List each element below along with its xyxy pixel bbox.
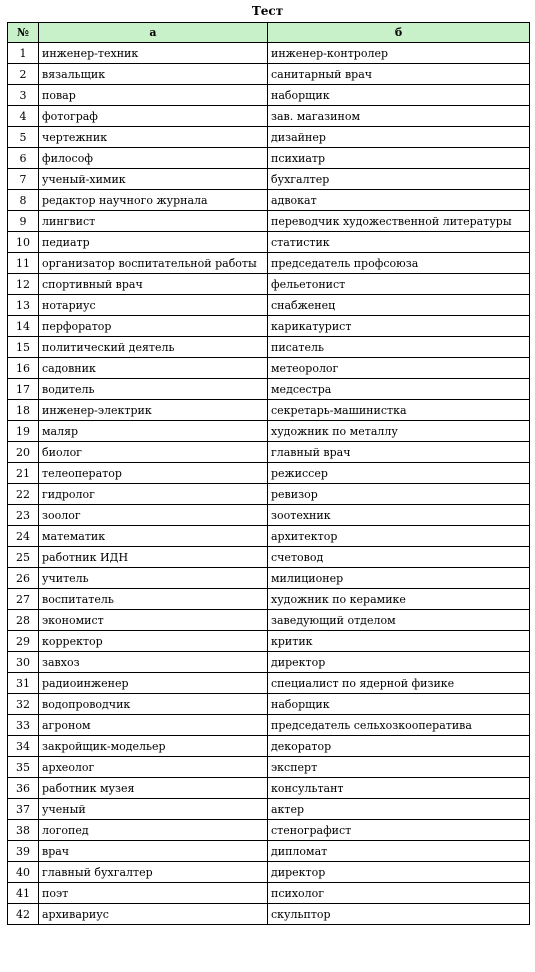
cell-a: главный бухгалтер: [39, 862, 268, 883]
cell-a: маляр: [39, 421, 268, 442]
row-number: 37: [8, 799, 39, 820]
cell-a: телеоператор: [39, 463, 268, 484]
cell-b: актер: [268, 799, 530, 820]
table-row: [8, 379, 530, 400]
header-a: а: [39, 23, 268, 43]
cell-b: фельетонист: [268, 274, 530, 295]
cell-b: художник по металлу: [268, 421, 530, 442]
cell-a: архивариус: [39, 904, 268, 925]
table-row: [8, 358, 530, 379]
cell-a: агроном: [39, 715, 268, 736]
cell-a: завхоз: [39, 652, 268, 673]
row-number: 15: [8, 337, 39, 358]
table-row: [8, 253, 530, 274]
table-row: [8, 631, 530, 652]
row-number: 20: [8, 442, 39, 463]
cell-b: наборщик: [268, 694, 530, 715]
table-row: [8, 652, 530, 673]
cell-a: зоолог: [39, 505, 268, 526]
row-number: 6: [8, 148, 39, 169]
row-number: 11: [8, 253, 39, 274]
cell-b: стенографист: [268, 820, 530, 841]
cell-b: дипломат: [268, 841, 530, 862]
table-row: [8, 211, 530, 232]
table-row: [8, 85, 530, 106]
row-number: 34: [8, 736, 39, 757]
row-number: 5: [8, 127, 39, 148]
row-number: 27: [8, 589, 39, 610]
cell-b: главный врач: [268, 442, 530, 463]
table-row: [8, 715, 530, 736]
cell-a: чертежник: [39, 127, 268, 148]
row-number: 7: [8, 169, 39, 190]
row-number: 2: [8, 64, 39, 85]
cell-a: ученый: [39, 799, 268, 820]
table-row: [8, 568, 530, 589]
header-number: №: [8, 23, 39, 43]
cell-a: биолог: [39, 442, 268, 463]
cell-a: организатор воспитательной работы: [39, 253, 268, 274]
cell-b: наборщик: [268, 85, 530, 106]
cell-a: перфоратор: [39, 316, 268, 337]
row-number: 24: [8, 526, 39, 547]
cell-a: спортивный врач: [39, 274, 268, 295]
table-row: [8, 799, 530, 820]
cell-b: художник по керамике: [268, 589, 530, 610]
cell-a: вязальщик: [39, 64, 268, 85]
row-number: 14: [8, 316, 39, 337]
row-number: 21: [8, 463, 39, 484]
row-number: 29: [8, 631, 39, 652]
profession-table: [7, 22, 530, 925]
table-row: [8, 169, 530, 190]
cell-a: работник музея: [39, 778, 268, 799]
cell-b: режиссер: [268, 463, 530, 484]
cell-a: закройщик-модельер: [39, 736, 268, 757]
cell-a: повар: [39, 85, 268, 106]
table-row: [8, 316, 530, 337]
cell-a: философ: [39, 148, 268, 169]
table-row: [8, 274, 530, 295]
cell-a: лингвист: [39, 211, 268, 232]
cell-b: зоотехник: [268, 505, 530, 526]
row-number: 36: [8, 778, 39, 799]
cell-a: редактор научного журнала: [39, 190, 268, 211]
row-number: 12: [8, 274, 39, 295]
row-number: 10: [8, 232, 39, 253]
header-row: [8, 23, 530, 43]
table-row: [8, 484, 530, 505]
table-row: [8, 841, 530, 862]
row-number: 13: [8, 295, 39, 316]
cell-b: бухгалтер: [268, 169, 530, 190]
table-row: [8, 757, 530, 778]
row-number: 39: [8, 841, 39, 862]
cell-b: архитектор: [268, 526, 530, 547]
row-number: 16: [8, 358, 39, 379]
cell-b: директор: [268, 862, 530, 883]
table-row: [8, 232, 530, 253]
cell-b: председатель профсоюза: [268, 253, 530, 274]
cell-a: радиоинженер: [39, 673, 268, 694]
row-number: 17: [8, 379, 39, 400]
cell-b: медсестра: [268, 379, 530, 400]
cell-b: статистик: [268, 232, 530, 253]
table-row: [8, 862, 530, 883]
table-row: [8, 547, 530, 568]
table-row: [8, 148, 530, 169]
table-row: [8, 526, 530, 547]
row-number: 8: [8, 190, 39, 211]
header-b: б: [268, 23, 530, 43]
cell-b: инженер-контролер: [268, 43, 530, 64]
row-number: 40: [8, 862, 39, 883]
cell-a: работник ИДН: [39, 547, 268, 568]
table-row: [8, 778, 530, 799]
table-row: [8, 337, 530, 358]
cell-b: счетовод: [268, 547, 530, 568]
cell-a: воспитатель: [39, 589, 268, 610]
cell-b: милиционер: [268, 568, 530, 589]
row-number: 9: [8, 211, 39, 232]
cell-b: адвокат: [268, 190, 530, 211]
row-number: 41: [8, 883, 39, 904]
cell-b: декоратор: [268, 736, 530, 757]
cell-a: водопроводчик: [39, 694, 268, 715]
row-number: 1: [8, 43, 39, 64]
row-number: 38: [8, 820, 39, 841]
table-row: [8, 463, 530, 484]
cell-b: писатель: [268, 337, 530, 358]
table-row: [8, 127, 530, 148]
row-number: 4: [8, 106, 39, 127]
cell-b: метеоролог: [268, 358, 530, 379]
cell-b: скульптор: [268, 904, 530, 925]
table-row: [8, 400, 530, 421]
cell-b: психолог: [268, 883, 530, 904]
row-number: 30: [8, 652, 39, 673]
cell-a: гидролог: [39, 484, 268, 505]
cell-b: санитарный врач: [268, 64, 530, 85]
cell-a: врач: [39, 841, 268, 862]
cell-b: переводчик художественной литературы: [268, 211, 530, 232]
table-row: [8, 904, 530, 925]
table-row: [8, 442, 530, 463]
cell-a: фотограф: [39, 106, 268, 127]
table-row: [8, 64, 530, 85]
table-body: [8, 43, 530, 925]
cell-a: ученый-химик: [39, 169, 268, 190]
cell-b: консультант: [268, 778, 530, 799]
cell-b: директор: [268, 652, 530, 673]
cell-b: ревизор: [268, 484, 530, 505]
cell-a: археолог: [39, 757, 268, 778]
table-row: [8, 820, 530, 841]
table-row: [8, 505, 530, 526]
row-number: 33: [8, 715, 39, 736]
cell-a: политический деятель: [39, 337, 268, 358]
cell-a: учитель: [39, 568, 268, 589]
cell-a: поэт: [39, 883, 268, 904]
row-number: 28: [8, 610, 39, 631]
row-number: 19: [8, 421, 39, 442]
row-number: 32: [8, 694, 39, 715]
cell-b: заведующий отделом: [268, 610, 530, 631]
cell-a: логопед: [39, 820, 268, 841]
table-row: [8, 883, 530, 904]
cell-a: инженер-техник: [39, 43, 268, 64]
table-row: [8, 589, 530, 610]
cell-a: инженер-электрик: [39, 400, 268, 421]
cell-b: эксперт: [268, 757, 530, 778]
cell-b: зав. магазином: [268, 106, 530, 127]
row-number: 42: [8, 904, 39, 925]
cell-b: карикатурист: [268, 316, 530, 337]
row-number: 35: [8, 757, 39, 778]
cell-b: секретарь-машинистка: [268, 400, 530, 421]
table-row: [8, 421, 530, 442]
cell-a: корректор: [39, 631, 268, 652]
cell-b: психиатр: [268, 148, 530, 169]
row-number: 25: [8, 547, 39, 568]
row-number: 18: [8, 400, 39, 421]
row-number: 22: [8, 484, 39, 505]
cell-b: снабженец: [268, 295, 530, 316]
cell-a: экономист: [39, 610, 268, 631]
row-number: 3: [8, 85, 39, 106]
row-number: 23: [8, 505, 39, 526]
cell-a: садовник: [39, 358, 268, 379]
cell-a: нотариус: [39, 295, 268, 316]
cell-a: водитель: [39, 379, 268, 400]
cell-a: педиатр: [39, 232, 268, 253]
table-row: [8, 610, 530, 631]
cell-b: критик: [268, 631, 530, 652]
row-number: 26: [8, 568, 39, 589]
cell-b: председатель сельхозкооператива: [268, 715, 530, 736]
table-row: [8, 295, 530, 316]
table-title: Тест: [251, 4, 284, 18]
row-number: 31: [8, 673, 39, 694]
table-row: [8, 190, 530, 211]
table-row: [8, 43, 530, 64]
table-row: [8, 673, 530, 694]
table-row: [8, 106, 530, 127]
cell-a: математик: [39, 526, 268, 547]
table-row: [8, 736, 530, 757]
cell-b: дизайнер: [268, 127, 530, 148]
cell-b: специалист по ядерной физике: [268, 673, 530, 694]
table-row: [8, 694, 530, 715]
